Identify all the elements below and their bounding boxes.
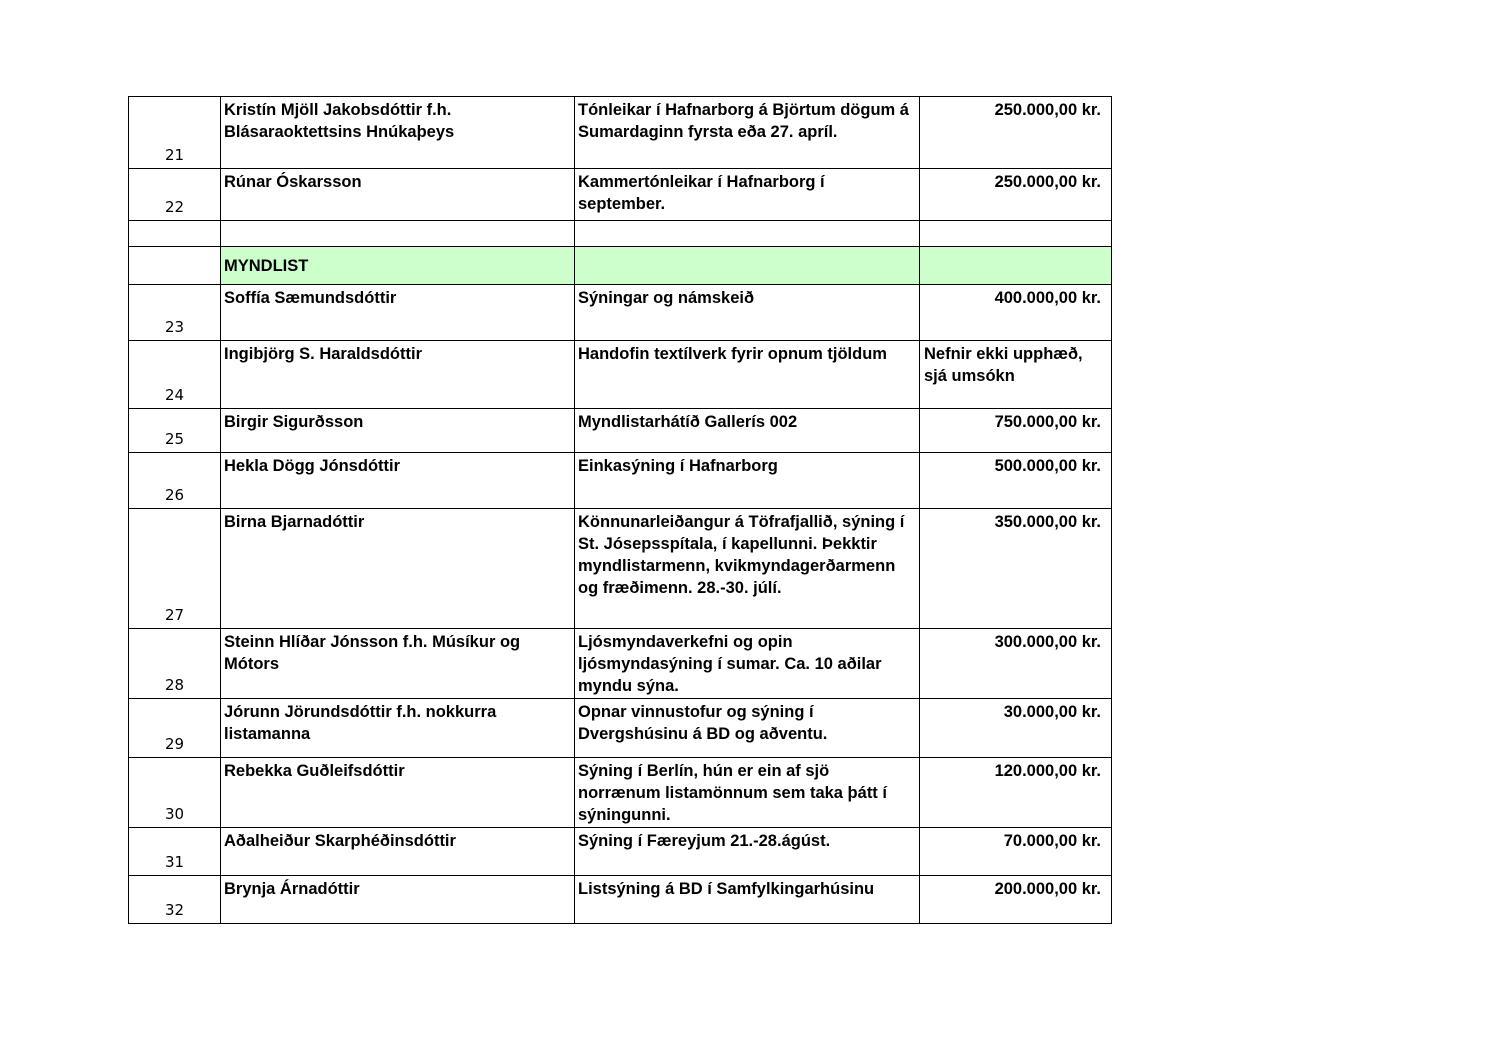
grant-applications-table <box>128 96 1112 924</box>
row-number <box>129 221 221 247</box>
project-description: Myndlistarhátíð Gallerís 002 <box>575 409 920 453</box>
section-header-row <box>129 247 1112 285</box>
grant-amount: 750.000,00 kr. <box>920 409 1112 453</box>
project-description <box>575 221 920 247</box>
row-number: 22 <box>129 169 221 221</box>
table-row <box>129 97 1112 169</box>
grant-amount: 250.000,00 kr. <box>920 169 1112 221</box>
project-description <box>575 247 920 285</box>
row-number: 32 <box>129 876 221 924</box>
row-number: 31 <box>129 828 221 876</box>
project-description: Listsýning á BD í Samfylkingarhúsinu <box>575 876 920 924</box>
row-number: 29 <box>129 699 221 758</box>
applicant-name: Kristín Mjöll Jakobsdóttir f.h. Blásaraoktettsins Hnúkaþeys <box>221 97 575 169</box>
applicant-name: Rúnar Óskarsson <box>221 169 575 221</box>
project-description: Einkasýning í Hafnarborg <box>575 453 920 509</box>
grant-amount: 120.000,00 kr. <box>920 758 1112 828</box>
table-row-empty <box>129 221 1112 247</box>
grant-amount <box>920 247 1112 285</box>
table-row <box>129 409 1112 453</box>
applicant-name: Aðalheiður Skarphéðinsdóttir <box>221 828 575 876</box>
applicant-name: Soffía Sæmundsdóttir <box>221 285 575 341</box>
row-number: 30 <box>129 758 221 828</box>
table-row <box>129 341 1112 409</box>
project-description: Sýning í Berlín, hún er ein af sjö norrænum listamönnum sem taka þátt í sýningunni. <box>575 758 920 828</box>
table-row <box>129 509 1112 629</box>
row-number: 25 <box>129 409 221 453</box>
applicant-name: Ingibjörg S. Haraldsdóttir <box>221 341 575 409</box>
row-number: 28 <box>129 629 221 699</box>
table-row <box>129 169 1112 221</box>
row-number <box>129 247 221 285</box>
project-description: Opnar vinnustofur og sýning í Dvergshúsinu á BD og aðventu. <box>575 699 920 758</box>
project-description: Könnunarleiðangur á Töfrafjallið, sýning í St. Jósepsspítala, í kapellunni. Þekktir myndlistarmenn, kvikmyndagerðarmenn og fræðimenn. 28.-30. júlí. <box>575 509 920 629</box>
table-row <box>129 285 1112 341</box>
grant-amount: 300.000,00 kr. <box>920 629 1112 699</box>
grant-amount: Nefnir ekki upphæð, sjá umsókn <box>920 341 1112 409</box>
table-row <box>129 876 1112 924</box>
applicant-name: Brynja Árnadóttir <box>221 876 575 924</box>
grant-amount: 70.000,00 kr. <box>920 828 1112 876</box>
table-row <box>129 629 1112 699</box>
row-number: 27 <box>129 509 221 629</box>
applicant-name <box>221 221 575 247</box>
applicant-name: Steinn Hlíðar Jónsson f.h. Músíkur og Mótors <box>221 629 575 699</box>
grant-amount <box>920 221 1112 247</box>
project-description: Ljósmyndaverkefni og opin ljósmyndasýning í sumar. Ca. 10 aðilar myndu sýna. <box>575 629 920 699</box>
table-row <box>129 453 1112 509</box>
row-number: 26 <box>129 453 221 509</box>
table-row <box>129 828 1112 876</box>
grant-amount: 500.000,00 kr. <box>920 453 1112 509</box>
applicant-name: Jórunn Jörundsdóttir f.h. nokkurra listamanna <box>221 699 575 758</box>
project-description: Sýningar og námskeið <box>575 285 920 341</box>
applicant-name: Birna Bjarnadóttir <box>221 509 575 629</box>
section-title: MYNDLIST <box>221 247 575 285</box>
table-row <box>129 758 1112 828</box>
applicant-name: Hekla Dögg Jónsdóttir <box>221 453 575 509</box>
project-description: Handofin textílverk fyrir opnum tjöldum <box>575 341 920 409</box>
row-number: 21 <box>129 97 221 169</box>
row-number: 24 <box>129 341 221 409</box>
grant-amount: 30.000,00 kr. <box>920 699 1112 758</box>
applicant-name: Rebekka Guðleifsdóttir <box>221 758 575 828</box>
applicant-name: Birgir Sigurðsson <box>221 409 575 453</box>
grant-amount: 400.000,00 kr. <box>920 285 1112 341</box>
project-description: Sýning í Færeyjum 21.-28.ágúst. <box>575 828 920 876</box>
table-row <box>129 699 1112 758</box>
project-description: Tónleikar í Hafnarborg á Björtum dögum á Sumardaginn fyrsta eða 27. apríl. <box>575 97 920 169</box>
grant-amount: 350.000,00 kr. <box>920 509 1112 629</box>
row-number: 23 <box>129 285 221 341</box>
project-description: Kammertónleikar í Hafnarborg í september. <box>575 169 920 221</box>
grant-amount: 250.000,00 kr. <box>920 97 1112 169</box>
grant-amount: 200.000,00 kr. <box>920 876 1112 924</box>
